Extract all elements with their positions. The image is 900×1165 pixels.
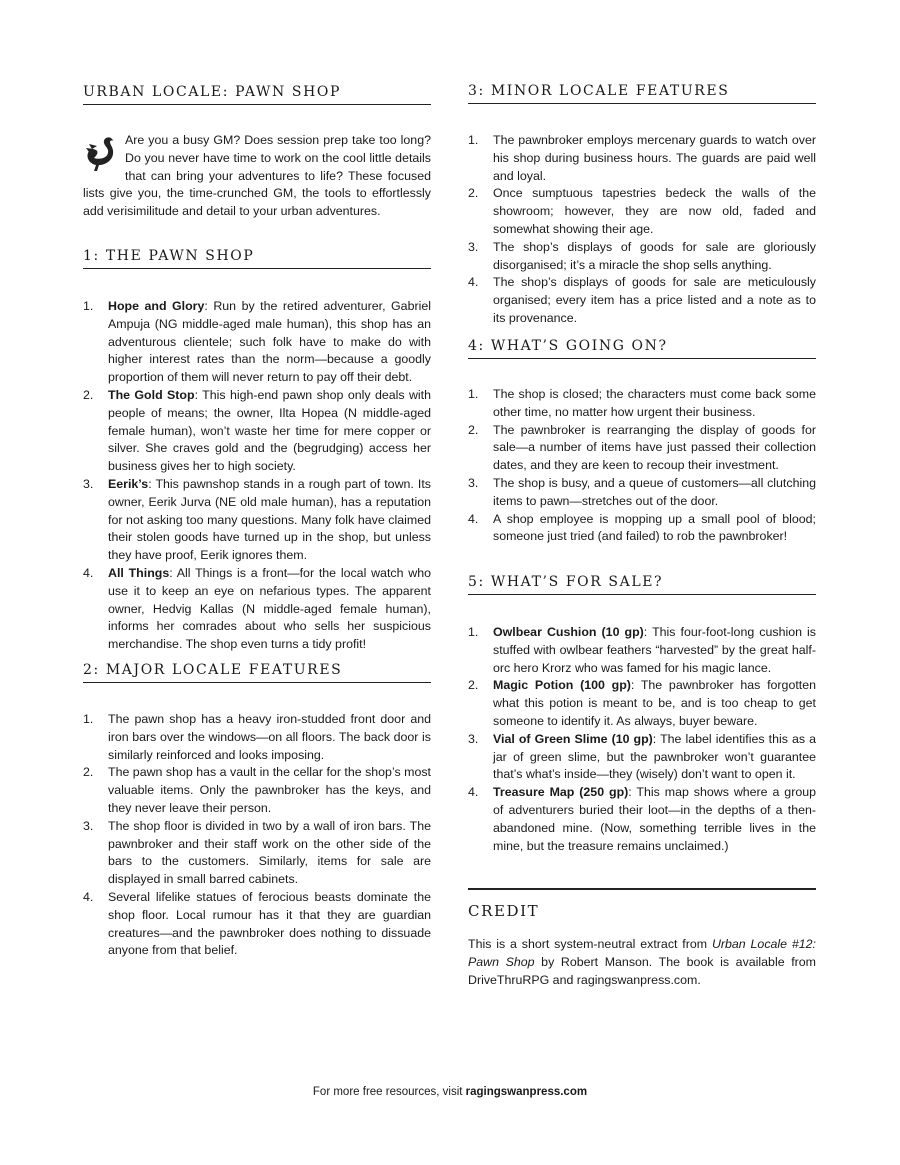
list-item [468,677,816,730]
list-item [83,565,431,654]
list-item [468,784,816,855]
item-name: Vial of Green Slime (10 gp) [493,731,653,746]
item-number: 3. [468,731,479,746]
item-text: : This map shows where a group of adventurers buried their loot—in the depths of a then-abandoned mine. (Now, something terrible lives in the mine, but the treasure remains unclaimed.) [493,785,816,853]
item-number: 3. [468,239,479,254]
list-item [468,511,816,547]
item-name: Hope and Glory [108,299,205,313]
item-number: 4. [468,511,479,526]
list-item [83,764,431,817]
section-heading-whats-going-on: 4: WHAT’S GOING ON? [468,338,816,359]
list-item [468,422,816,475]
item-number: 1. [468,133,479,147]
item-number: 2. [468,678,479,693]
major-features-list [83,711,431,960]
item-text: The pawnbroker employs mercenary guards to watch over his shop during business hours. The guards are paid well and loyal. [493,133,816,183]
whats-going-on-list [468,386,816,546]
item-text: The shop is busy, and a queue of customers—all clutching items to pawn—stretches out of the door. [493,475,816,508]
item-number: 1. [83,299,94,313]
item-text: : This pawnshop stands in a rough part of town. Its owner, Eerik Jurva (NE old male human), has a reputation for not asking too many questions. Many folk have claimed their stolen goods have turned up in the shop, but unless they have proof, Eerik ignores them. [108,476,431,563]
intro-text: Are you a busy GM? Does session prep take too long? Do you never have time to work on the cool little details that can bring your adventures to life? These focused lists give you, the time-crunched GM, the tools to effortlessly add verisimilitude and detail to your urban adventures. [83,133,431,219]
list-item [468,624,816,677]
credit-book-title: Urban Locale #12: Pawn Shop [468,937,817,969]
footer [0,1086,900,1098]
item-text: The pawnbroker is rearranging the display of goods for sale—a number of items have just passed their collection dates, and they are keen to recoup their investment. [493,422,816,473]
item-number: 4. [468,275,479,290]
list-item [83,476,431,565]
list-item [468,475,816,511]
item-text: Once sumptuous tapestries bedeck the walls of the showroom; however, they are now old, faded and somewhat showing their age. [493,186,816,236]
credit-pre: This is a short system-neutral extract from [468,937,712,951]
item-text: The pawn shop has a heavy iron-studded front door and iron bars over the windows—on all floors. The back door is similarly reinforced and looks imposing. [108,712,431,762]
item-number: 4. [83,889,94,904]
item-text: : The label identifies this as a jar of green slime, but the pawnbroker won’t guarantee that’s what’s inside—they (wisely) don’t want to open it. [493,731,816,782]
list-item [468,386,816,422]
item-number: 4. [83,565,94,580]
item-number: 2. [83,387,94,402]
item-text: : All Things is a front—for the local watch who use it to keep an eye on nefarious types. The apparent owner, Hedvig Kallas (N middle-aged female human), informs her comrades about who sells her suspicious merchandise. The shop even turns a tidy profit! [108,565,431,652]
section-heading-whats-for-sale: 5: WHAT’S FOR SALE? [468,574,816,595]
list-item [83,298,431,387]
intro [83,132,431,221]
item-number: 2. [83,765,94,780]
list-item [83,818,431,889]
list-item [468,239,816,275]
page-title: URBAN LOCALE: PAWN SHOP [83,84,431,105]
item-name: Magic Potion (100 gp) [493,678,631,693]
item-text: : This high-end pawn shop only deals with people of means; the owner, Ilta Hopea (N middle-aged female human), won’t waste her time for mere copper or silver. She craves gold and the (begrudging) access her business gives her to high society. [108,387,431,474]
item-text: The shop floor is divided in two by a wall of iron bars. The pawnbroker and their staff work on the other side of the bars to the customers. Similarly, items for sale are displayed in small barred cabinets. [108,818,431,887]
list-item [468,274,816,327]
section-heading-major-features: 2: MAJOR LOCALE FEATURES [83,662,431,683]
section-heading-minor-features: 3: MINOR LOCALE FEATURES [468,83,816,104]
list-item [83,889,431,960]
footer-text: For more free resources, visit [312,1086,466,1098]
list-item [468,185,816,238]
item-name: Owlbear Cushion (10 gp) [493,625,644,639]
list-item [83,711,431,764]
item-text: : Run by the retired adventurer, Gabriel Ampuja (NG middle-aged male human), this shop has an adventurous clientele; such folk have to make do with higher interest rates than the norm—because a goodly proportion of them will never return to pay off their debt. [108,299,431,385]
section-heading-pawn-shop: 1: THE PAWN SHOP [83,248,431,269]
item-name: Eerik’s [108,476,149,491]
item-number: 1. [83,712,94,726]
item-text: The shop’s displays of goods for sale are meticulously organised; every item has a price listed and a note as to its provenance. [493,275,816,325]
item-text: A shop employee is mopping up a small pool of blood; someone just tried (and failed) to rob the pawnbroker! [493,511,816,544]
item-text: : This four-foot-long cushion is stuffed with owlbear feathers “harvested” by the great half-orc hero Krorz who was famed for his magic lance. [493,625,817,675]
item-number: 3. [468,475,479,490]
pawn-shop-list [83,298,431,654]
item-name: Treasure Map (250 gp) [493,785,629,800]
credit-text [468,936,816,989]
credit-heading: CREDIT [468,888,816,924]
item-number: 2. [468,186,479,201]
credit-post: by Robert Manson. The book is available from DriveThruRPG and ragingswanpress.com. [468,954,816,987]
minor-features-list [468,132,816,328]
item-number: 3. [83,818,94,833]
footer-link[interactable]: ragingswanpress.com [465,1086,588,1098]
item-number: 4. [468,785,479,800]
item-number: 1. [468,625,479,639]
list-item [468,132,816,185]
item-number: 3. [83,476,94,491]
item-text: The pawn shop has a vault in the cellar for the shop’s most valuable items. Only the pawnbroker has the keys, and they never leave their person. [108,765,431,815]
list-item [83,387,431,476]
item-number: 1. [468,387,479,401]
swan-logo-icon [83,134,119,174]
item-number: 2. [468,422,479,437]
item-text: : The pawnbroker has forgotten what this potion is meant to be, and is too cheap to get someone to identify it. As always, buyer beware. [493,678,817,728]
list-item [468,731,816,784]
item-text: The shop’s displays of goods for sale are gloriously disorganised; it’s a miracle the shop sells anything. [493,239,816,272]
item-text: The shop is closed; the characters must come back some other time, no matter how urgent their business. [493,387,816,419]
item-name: All Things [108,565,170,580]
item-name: The Gold Stop [108,387,195,402]
item-text: Several lifelike statues of ferocious beasts dominate the shop floor. Local rumour has it that they are guardian creatures—and the pawnbroker does nothing to dissuade anyone from that belief. [108,889,431,958]
whats-for-sale-list [468,624,816,855]
